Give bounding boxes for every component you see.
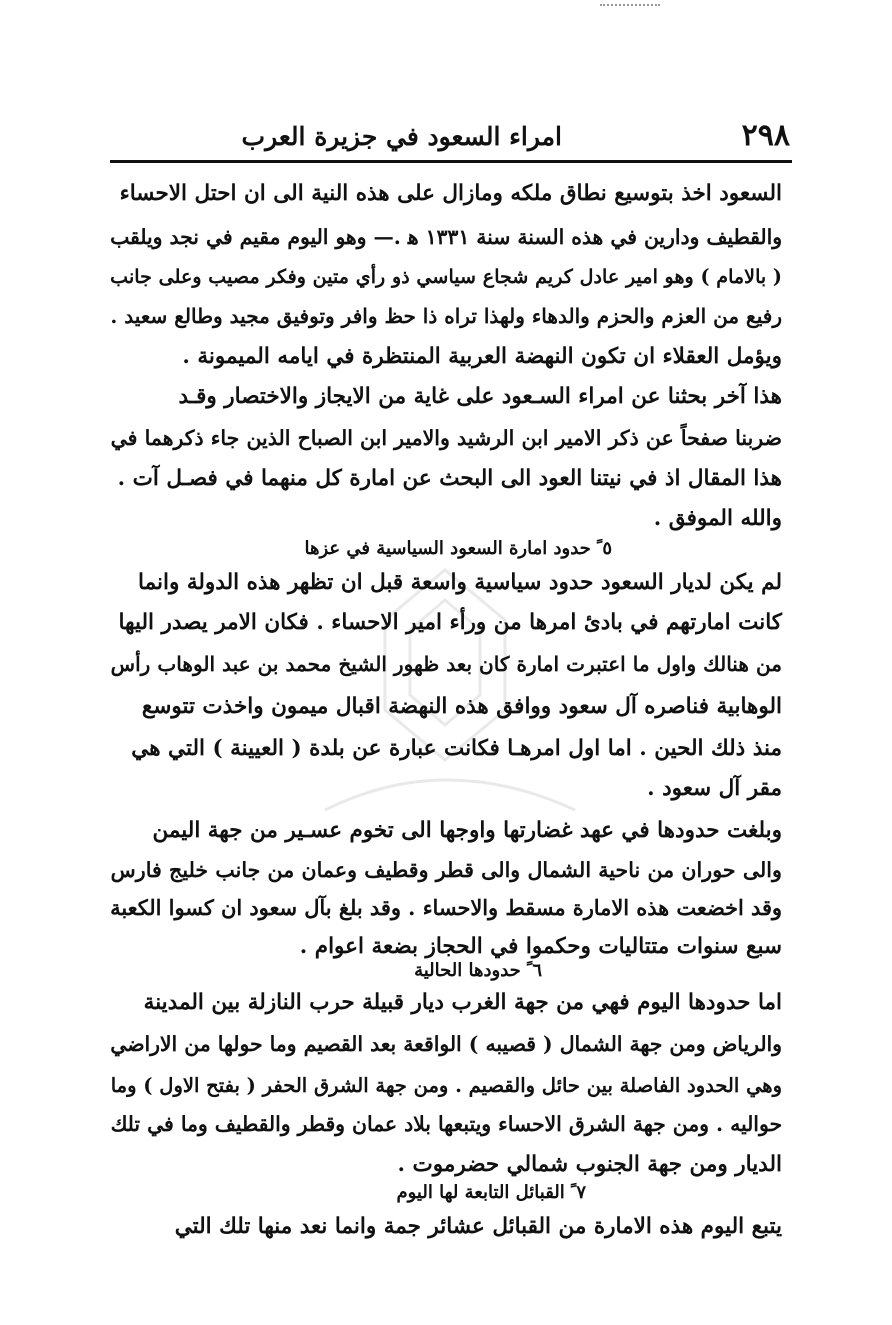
text-line: السعود اخذ بتوسيع نطاق ملكه ومازال على هذه النية الى ان احتل الاحساء xyxy=(119,181,782,206)
text-line: هذا المقال اذ في نيتنا العود الى البحث عن امارة كل منهما في فصـل آت . xyxy=(117,466,782,491)
section-heading: ٥ ً حدود امارة السعود السياسية في عزها xyxy=(304,538,612,559)
text-line: هذا آخر بحثنا عن امراء السـعود على غاية من الايجاز والاختصار وقـد xyxy=(178,384,782,409)
text-line: ضربنا صفحاً عن ذكر الامير ابن الرشيد والامير ابن الصباح الذين جاء ذكرهما في xyxy=(110,426,782,450)
text-line: من هنالك واول ما اعتبرت امارة كان بعد ظهور الشيخ محمد بن عبد الوهاب رأس xyxy=(110,652,782,676)
text-line: يتبع اليوم هذه الامارة من القبائل عشائر جمة وانما نعد منها تلك التي xyxy=(174,1214,782,1239)
text-line: والقطيف ودارين في هذه السنة سنة ١٣٣١ ﻫ .— وهو اليوم مقيم في نجد ويلقب xyxy=(110,225,782,249)
text-line: الديار ومن جهة الجنوب شمالي حضرموت . xyxy=(397,1152,782,1177)
text-line: وبلغت حدودها في عهد غضارتها واوجها الى تخوم عسـير من جهة اليمن xyxy=(152,818,782,843)
text-line: وقد اخضعت هذه الامارة مسقط والاحساء . وقد بلغ بآل سعود ان كسوا الكعبة xyxy=(110,895,782,920)
text-line: رفيع من العزم والحزم والدهاء ولهذا تراه ذا حظ وافر وتوفيق مجيد وطالع سعيد . xyxy=(110,304,782,328)
text-line: اما حدودها اليوم فهي من جهة الغرب ديار قبيلة حرب النازلة بين المدينة xyxy=(143,990,782,1015)
running-title: امراء السعود في جزيرة العرب xyxy=(241,122,562,151)
text-line: كانت امارتهم في بادئ امرها من ورأء امير الاحساء . فكان الامر يصدر اليها xyxy=(118,610,782,635)
header-rule xyxy=(110,160,792,163)
text-line: الوهابية فناصره آل سعود ووافق هذه النهضة اقبال ميمون واخذت تتوسع xyxy=(141,694,782,719)
text-line: حواليه . ومن جهة الشرق الاحساء ويتبعها بلاد عمان وقطر والقطيف وما في تلك xyxy=(110,1112,782,1136)
text-line: ( بالامام ) وهو امير عادل كريم شجاع سياسي ذو رأي متين وفكر مصيب وعلى جانب xyxy=(110,265,782,288)
page-number: ٢٩٨ xyxy=(741,118,790,153)
text-line: سبع سنوات متتاليات وحكموا في الحجاز بضعة اعوام . xyxy=(299,934,782,959)
section-heading: ٧ ً القبائل التابعة لها اليوم xyxy=(396,1182,586,1203)
text-line: مقر آل سعود . xyxy=(647,776,782,801)
text-line: وهي الحدود الفاصلة بين حائل والقصيم . ومن جهة الشرق الحفر ( بفتح الاول ) وما xyxy=(110,1074,782,1097)
top-edge-mark xyxy=(600,4,660,10)
text-line: لم يكن لديار السعود حدود سياسية واسعة قبل ان تظهر هذه الدولة وانما xyxy=(138,570,782,595)
running-header xyxy=(118,118,790,162)
text-line: والله الموفق . xyxy=(653,506,782,531)
text-line: والى حوران من ناحية الشمال والى قطر وقطيف وعمان من جانب خليج فارس xyxy=(110,858,782,882)
text-line: ويؤمل العقلاء ان تكون النهضة العربية المنتظرة في ايامه الميمونة . xyxy=(182,344,782,369)
section-heading: ٦ ً حدودها الحالية xyxy=(414,960,542,981)
text-line: منذ ذلك الحين . اما اول امرهـا فكانت عبارة عن بلدة ( العيينة ) التي هي xyxy=(131,736,782,761)
text-line: والرياض ومن جهة الشمال ( قصيبه ) الواقعة بعد القصيم وما حولها من الاراضي xyxy=(110,1032,782,1056)
